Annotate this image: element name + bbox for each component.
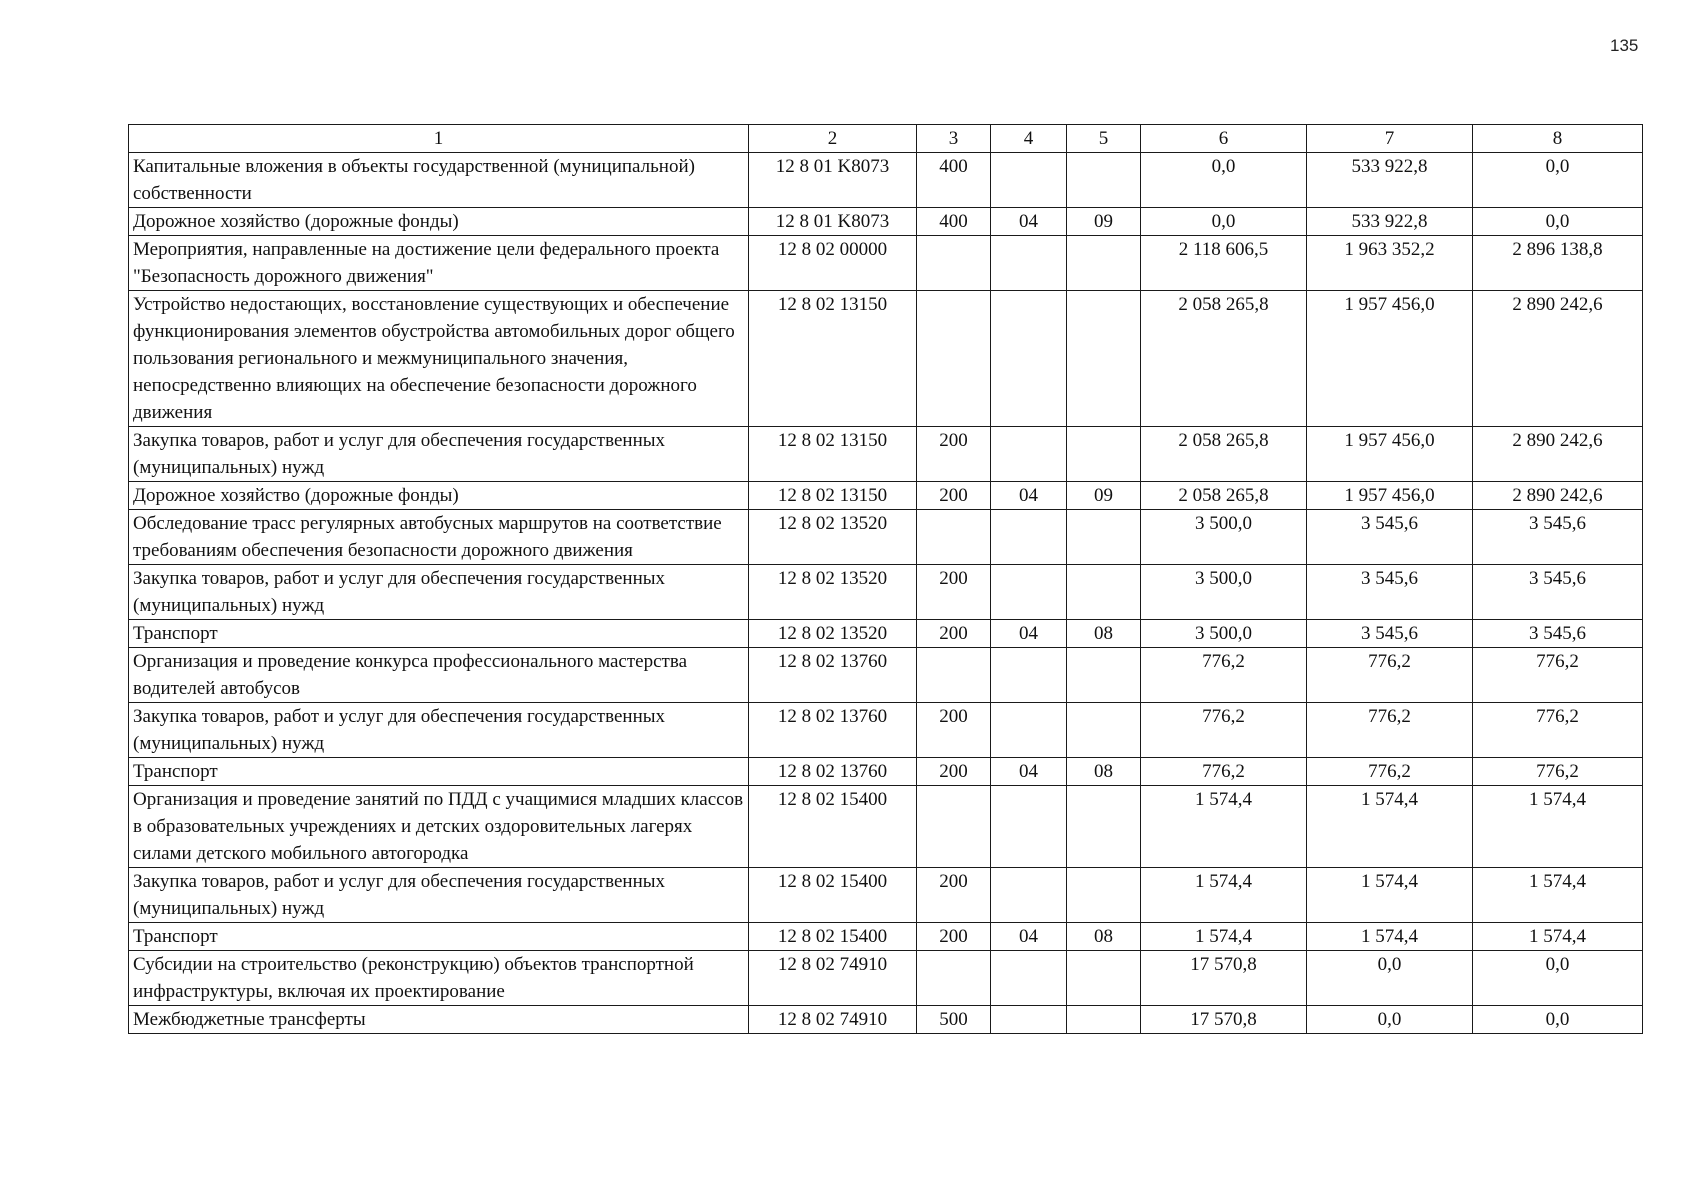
row-value8-cell: 0,0 bbox=[1473, 951, 1643, 1006]
row-col3-cell: 200 bbox=[917, 482, 991, 510]
row-value8-cell: 0,0 bbox=[1473, 1006, 1643, 1034]
row-col4-cell: 04 bbox=[991, 923, 1067, 951]
row-col3-cell: 400 bbox=[917, 153, 991, 208]
row-col4-cell bbox=[991, 291, 1067, 427]
row-value6-cell: 17 570,8 bbox=[1141, 1006, 1307, 1034]
row-col4-cell bbox=[991, 1006, 1067, 1034]
row-name-cell: Обследование трасс регулярных автобусных маршрутов на соответствие требованиям обеспечения безопасности дорожного движения bbox=[129, 510, 749, 565]
row-value7-cell: 0,0 bbox=[1307, 951, 1473, 1006]
row-col3-cell bbox=[917, 648, 991, 703]
table-row bbox=[129, 1006, 1643, 1034]
row-col3-cell: 200 bbox=[917, 565, 991, 620]
row-col3-cell: 200 bbox=[917, 427, 991, 482]
row-value7-cell: 1 574,4 bbox=[1307, 786, 1473, 868]
row-col5-cell bbox=[1067, 153, 1141, 208]
row-code-cell: 12 8 02 13760 bbox=[749, 758, 917, 786]
row-name-cell: Дорожное хозяйство (дорожные фонды) bbox=[129, 482, 749, 510]
row-col3-cell bbox=[917, 786, 991, 868]
row-col5-cell bbox=[1067, 565, 1141, 620]
row-code-cell: 12 8 02 15400 bbox=[749, 923, 917, 951]
row-code-cell: 12 8 01 K8073 bbox=[749, 208, 917, 236]
table-body bbox=[129, 125, 1643, 1034]
row-col4-cell bbox=[991, 951, 1067, 1006]
row-name-cell: Организация и проведение конкурса профессионального мастерства водителей автобусов bbox=[129, 648, 749, 703]
row-code-cell: 12 8 02 15400 bbox=[749, 786, 917, 868]
row-name-cell: Транспорт bbox=[129, 620, 749, 648]
header-cell-3: 3 bbox=[917, 125, 991, 153]
row-value6-cell: 0,0 bbox=[1141, 208, 1307, 236]
header-cell-6: 6 bbox=[1141, 125, 1307, 153]
row-value8-cell: 0,0 bbox=[1473, 153, 1643, 208]
row-name-cell: Транспорт bbox=[129, 758, 749, 786]
row-col3-cell: 200 bbox=[917, 703, 991, 758]
row-col3-cell: 200 bbox=[917, 923, 991, 951]
table-row bbox=[129, 703, 1643, 758]
row-col5-cell bbox=[1067, 427, 1141, 482]
row-name-cell: Капитальные вложения в объекты государственной (муниципальной) собственности bbox=[129, 153, 749, 208]
table-row bbox=[129, 786, 1643, 868]
row-value7-cell: 776,2 bbox=[1307, 703, 1473, 758]
row-code-cell: 12 8 01 K8073 bbox=[749, 153, 917, 208]
budget-table bbox=[128, 124, 1643, 1034]
row-value8-cell: 1 574,4 bbox=[1473, 868, 1643, 923]
row-code-cell: 12 8 02 13520 bbox=[749, 565, 917, 620]
row-code-cell: 12 8 02 74910 bbox=[749, 951, 917, 1006]
row-value6-cell: 776,2 bbox=[1141, 703, 1307, 758]
row-value7-cell: 533 922,8 bbox=[1307, 153, 1473, 208]
row-code-cell: 12 8 02 00000 bbox=[749, 236, 917, 291]
row-value6-cell: 2 058 265,8 bbox=[1141, 482, 1307, 510]
row-value6-cell: 1 574,4 bbox=[1141, 786, 1307, 868]
row-value8-cell: 0,0 bbox=[1473, 208, 1643, 236]
header-cell-5: 5 bbox=[1067, 125, 1141, 153]
header-cell-7: 7 bbox=[1307, 125, 1473, 153]
row-name-cell: Дорожное хозяйство (дорожные фонды) bbox=[129, 208, 749, 236]
row-col4-cell bbox=[991, 510, 1067, 565]
row-col4-cell: 04 bbox=[991, 758, 1067, 786]
row-value6-cell: 0,0 bbox=[1141, 153, 1307, 208]
row-value8-cell: 1 574,4 bbox=[1473, 786, 1643, 868]
table-row bbox=[129, 427, 1643, 482]
row-name-cell: Закупка товаров, работ и услуг для обеспечения государственных (муниципальных) нужд bbox=[129, 868, 749, 923]
row-name-cell: Устройство недостающих, восстановление существующих и обеспечение функционирования элементов обустройства автомобильных дорог общего пользования регионального и межмуниципального значения, непосредственно влияющих на обеспечение безопасности дорожного движения bbox=[129, 291, 749, 427]
row-value8-cell: 2 890 242,6 bbox=[1473, 482, 1643, 510]
row-value8-cell: 3 545,6 bbox=[1473, 565, 1643, 620]
table-row bbox=[129, 648, 1643, 703]
row-value6-cell: 2 118 606,5 bbox=[1141, 236, 1307, 291]
row-value7-cell: 1 957 456,0 bbox=[1307, 427, 1473, 482]
row-name-cell: Мероприятия, направленные на достижение цели федерального проекта "Безопасность дорожного движения" bbox=[129, 236, 749, 291]
row-value7-cell: 776,2 bbox=[1307, 648, 1473, 703]
row-code-cell: 12 8 02 13150 bbox=[749, 291, 917, 427]
row-code-cell: 12 8 02 13150 bbox=[749, 482, 917, 510]
row-col3-cell: 200 bbox=[917, 620, 991, 648]
row-value8-cell: 2 890 242,6 bbox=[1473, 291, 1643, 427]
row-col3-cell bbox=[917, 510, 991, 565]
row-value6-cell: 1 574,4 bbox=[1141, 923, 1307, 951]
row-col5-cell bbox=[1067, 786, 1141, 868]
row-value7-cell: 1 957 456,0 bbox=[1307, 482, 1473, 510]
table-row bbox=[129, 153, 1643, 208]
row-col3-cell: 400 bbox=[917, 208, 991, 236]
table-row bbox=[129, 208, 1643, 236]
row-col5-cell bbox=[1067, 510, 1141, 565]
table-row bbox=[129, 868, 1643, 923]
row-value6-cell: 2 058 265,8 bbox=[1141, 291, 1307, 427]
header-cell-8: 8 bbox=[1473, 125, 1643, 153]
budget-table-container bbox=[128, 124, 1642, 1034]
row-col4-cell bbox=[991, 648, 1067, 703]
row-value7-cell: 533 922,8 bbox=[1307, 208, 1473, 236]
row-col5-cell bbox=[1067, 648, 1141, 703]
row-col5-cell: 09 bbox=[1067, 482, 1141, 510]
row-col3-cell: 200 bbox=[917, 868, 991, 923]
row-value7-cell: 3 545,6 bbox=[1307, 620, 1473, 648]
row-value8-cell: 3 545,6 bbox=[1473, 620, 1643, 648]
row-value6-cell: 776,2 bbox=[1141, 758, 1307, 786]
header-cell-1: 1 bbox=[129, 125, 749, 153]
row-value6-cell: 1 574,4 bbox=[1141, 868, 1307, 923]
row-col5-cell bbox=[1067, 1006, 1141, 1034]
header-cell-4: 4 bbox=[991, 125, 1067, 153]
row-value7-cell: 1 963 352,2 bbox=[1307, 236, 1473, 291]
row-name-cell: Организация и проведение занятий по ПДД с учащимися младших классов в образовательных учреждениях и детских оздоровительных лагерях силами детского мобильного автогородка bbox=[129, 786, 749, 868]
table-row bbox=[129, 951, 1643, 1006]
row-col5-cell: 08 bbox=[1067, 923, 1141, 951]
row-code-cell: 12 8 02 13760 bbox=[749, 648, 917, 703]
row-col5-cell bbox=[1067, 291, 1141, 427]
row-value8-cell: 776,2 bbox=[1473, 703, 1643, 758]
row-col3-cell bbox=[917, 291, 991, 427]
row-col5-cell: 09 bbox=[1067, 208, 1141, 236]
row-value6-cell: 17 570,8 bbox=[1141, 951, 1307, 1006]
row-name-cell: Транспорт bbox=[129, 923, 749, 951]
row-col5-cell bbox=[1067, 951, 1141, 1006]
header-cell-2: 2 bbox=[749, 125, 917, 153]
row-name-cell: Субсидии на строительство (реконструкцию) объектов транспортной инфраструктуры, включая их проектирование bbox=[129, 951, 749, 1006]
row-value8-cell: 1 574,4 bbox=[1473, 923, 1643, 951]
row-value7-cell: 3 545,6 bbox=[1307, 510, 1473, 565]
row-value8-cell: 776,2 bbox=[1473, 648, 1643, 703]
row-value6-cell: 2 058 265,8 bbox=[1141, 427, 1307, 482]
table-row bbox=[129, 510, 1643, 565]
row-value8-cell: 776,2 bbox=[1473, 758, 1643, 786]
row-col4-cell bbox=[991, 236, 1067, 291]
table-row bbox=[129, 236, 1643, 291]
row-col4-cell: 04 bbox=[991, 620, 1067, 648]
row-value8-cell: 2 896 138,8 bbox=[1473, 236, 1643, 291]
table-row bbox=[129, 482, 1643, 510]
row-value7-cell: 1 574,4 bbox=[1307, 923, 1473, 951]
row-col3-cell bbox=[917, 236, 991, 291]
row-col4-cell bbox=[991, 153, 1067, 208]
row-code-cell: 12 8 02 15400 bbox=[749, 868, 917, 923]
row-col4-cell bbox=[991, 565, 1067, 620]
row-value6-cell: 3 500,0 bbox=[1141, 510, 1307, 565]
row-value7-cell: 3 545,6 bbox=[1307, 565, 1473, 620]
row-value7-cell: 0,0 bbox=[1307, 1006, 1473, 1034]
row-value8-cell: 3 545,6 bbox=[1473, 510, 1643, 565]
row-value7-cell: 776,2 bbox=[1307, 758, 1473, 786]
row-col3-cell: 500 bbox=[917, 1006, 991, 1034]
row-name-cell: Закупка товаров, работ и услуг для обеспечения государственных (муниципальных) нужд bbox=[129, 427, 749, 482]
row-value7-cell: 1 574,4 bbox=[1307, 868, 1473, 923]
table-row bbox=[129, 758, 1643, 786]
row-value6-cell: 3 500,0 bbox=[1141, 620, 1307, 648]
table-row bbox=[129, 620, 1643, 648]
row-col4-cell bbox=[991, 427, 1067, 482]
table-row bbox=[129, 291, 1643, 427]
row-code-cell: 12 8 02 13760 bbox=[749, 703, 917, 758]
row-col4-cell bbox=[991, 786, 1067, 868]
row-col3-cell bbox=[917, 951, 991, 1006]
row-col5-cell: 08 bbox=[1067, 758, 1141, 786]
row-col5-cell bbox=[1067, 868, 1141, 923]
row-code-cell: 12 8 02 13150 bbox=[749, 427, 917, 482]
row-code-cell: 12 8 02 13520 bbox=[749, 510, 917, 565]
row-code-cell: 12 8 02 74910 bbox=[749, 1006, 917, 1034]
row-col3-cell: 200 bbox=[917, 758, 991, 786]
row-code-cell: 12 8 02 13520 bbox=[749, 620, 917, 648]
row-col5-cell: 08 bbox=[1067, 620, 1141, 648]
row-value7-cell: 1 957 456,0 bbox=[1307, 291, 1473, 427]
table-row bbox=[129, 923, 1643, 951]
row-col4-cell bbox=[991, 703, 1067, 758]
row-col4-cell: 04 bbox=[991, 208, 1067, 236]
table-row bbox=[129, 565, 1643, 620]
table-header-row bbox=[129, 125, 1643, 153]
row-value6-cell: 3 500,0 bbox=[1141, 565, 1307, 620]
page-number: 135 bbox=[1610, 36, 1639, 55]
row-col5-cell bbox=[1067, 703, 1141, 758]
row-value6-cell: 776,2 bbox=[1141, 648, 1307, 703]
row-col5-cell bbox=[1067, 236, 1141, 291]
row-name-cell: Закупка товаров, работ и услуг для обеспечения государственных (муниципальных) нужд bbox=[129, 703, 749, 758]
row-col4-cell: 04 bbox=[991, 482, 1067, 510]
row-col4-cell bbox=[991, 868, 1067, 923]
row-name-cell: Закупка товаров, работ и услуг для обеспечения государственных (муниципальных) нужд bbox=[129, 565, 749, 620]
row-name-cell: Межбюджетные трансферты bbox=[129, 1006, 749, 1034]
row-value8-cell: 2 890 242,6 bbox=[1473, 427, 1643, 482]
